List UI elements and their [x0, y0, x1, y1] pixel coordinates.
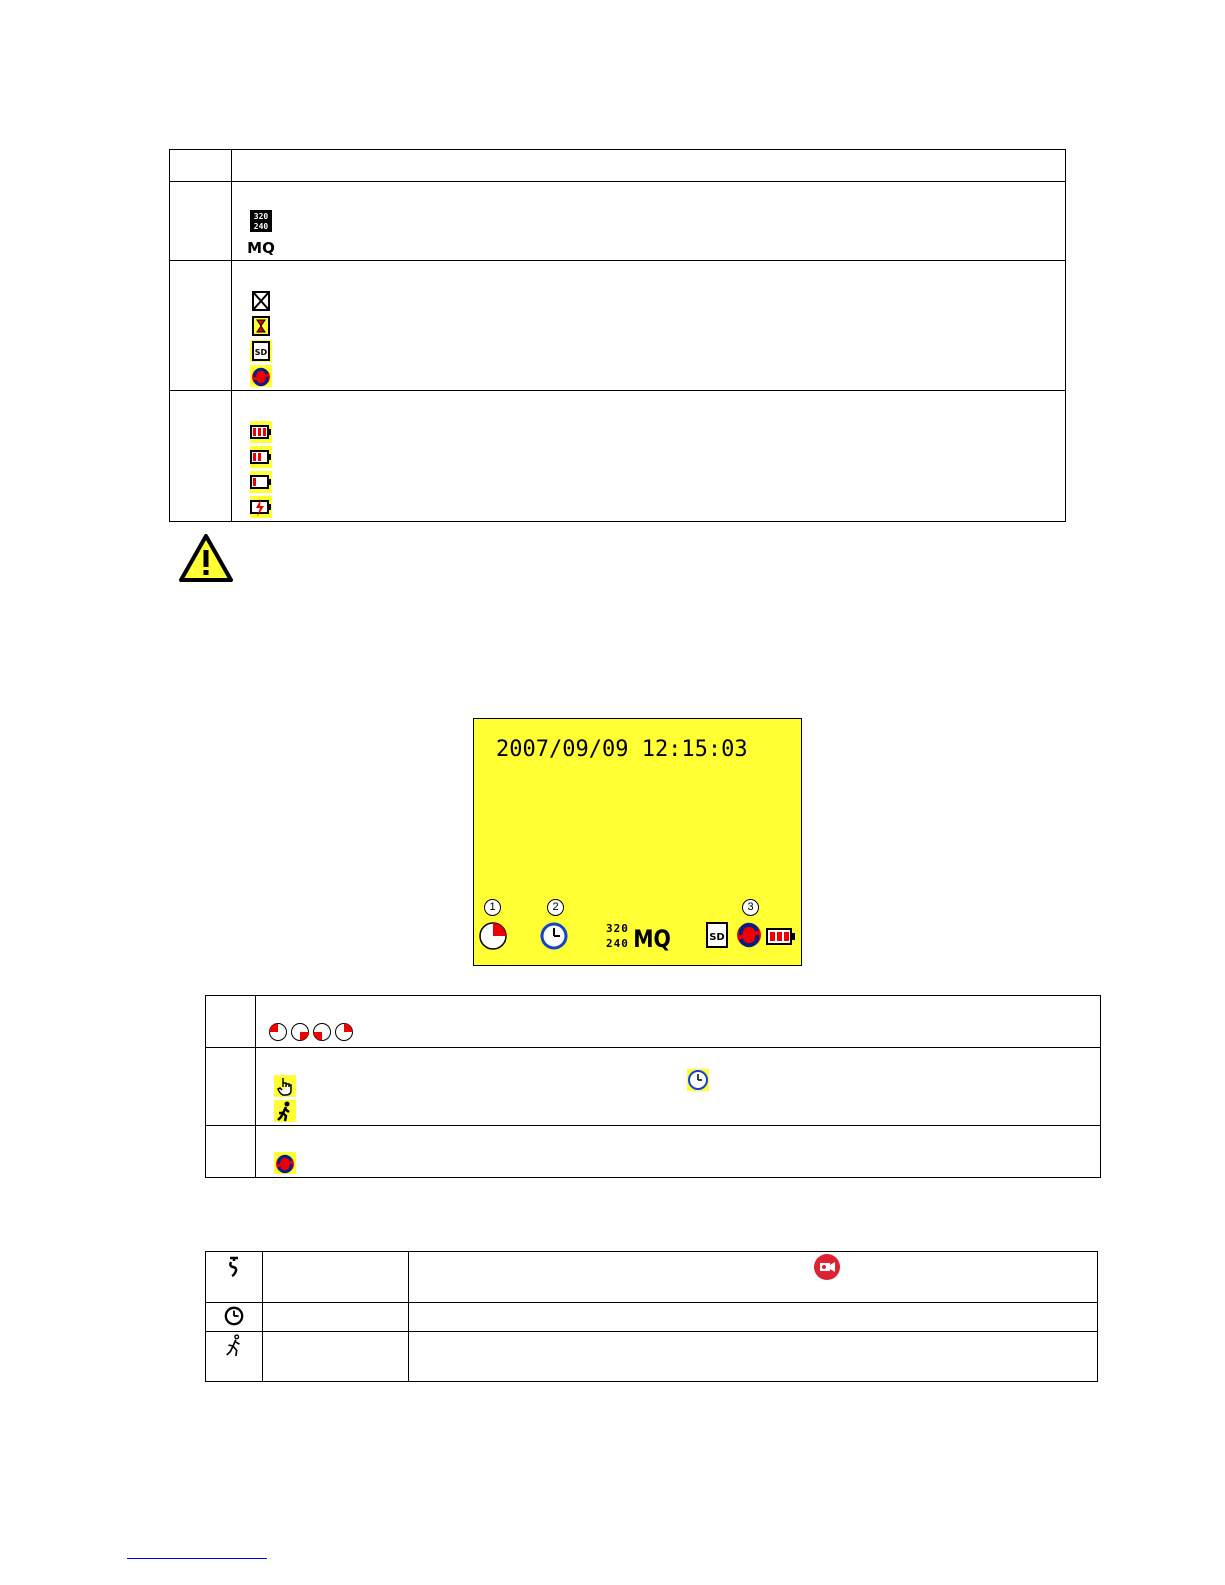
clock-icon — [539, 921, 569, 951]
callout-2: 2 — [547, 899, 564, 916]
lcd-res-bottom: 240 — [606, 937, 629, 950]
table-cell — [263, 1252, 409, 1303]
schedule-clock-icon — [224, 1306, 244, 1326]
table-cell — [170, 150, 232, 182]
resolution-320x240-icon — [250, 210, 272, 232]
lcd-datetime: 2007/09/09 12:15:03 — [496, 737, 748, 762]
sd-label: SD — [254, 348, 268, 357]
table-cell — [206, 1048, 256, 1126]
callout-1: 1 — [484, 899, 501, 916]
lcd-screen — [473, 718, 802, 966]
table-cell — [256, 1126, 1101, 1178]
lcd-legend-table — [205, 995, 1101, 1178]
overwrite-icon — [274, 1152, 296, 1174]
sd-card-icon — [250, 340, 272, 362]
lcd-sd-label: SD — [709, 932, 725, 943]
manual-hand-icon — [274, 1075, 296, 1097]
table-cell — [232, 150, 1066, 182]
pie-three-quarter-icon — [312, 1022, 332, 1042]
motion-detect-icon — [224, 1334, 244, 1358]
table-cell — [206, 1332, 263, 1382]
icon-legend-table-top — [169, 149, 1066, 522]
lcd-quality: MQ — [633, 925, 671, 954]
warning-icon — [178, 533, 234, 583]
manual-record-icon — [226, 1256, 242, 1278]
overwrite-icon — [250, 365, 272, 387]
clock-icon — [687, 1069, 709, 1091]
lcd-res-top: 320 — [606, 922, 629, 935]
table-cell — [232, 261, 1066, 391]
table-cell — [206, 1252, 263, 1303]
table-cell — [206, 1303, 263, 1332]
res-bottom-label: 240 — [253, 222, 269, 231]
table-cell — [263, 1303, 409, 1332]
table-cell — [170, 182, 232, 261]
table-cell — [263, 1332, 409, 1382]
battery-full-icon — [766, 926, 796, 946]
table-cell — [206, 1126, 256, 1178]
battery-medium-icon — [250, 446, 272, 468]
pie-half-icon — [290, 1022, 310, 1042]
pie-timer-icon — [478, 921, 508, 951]
table-cell — [232, 182, 1066, 261]
resolution-quality-indicator — [606, 921, 676, 954]
table-cell — [170, 261, 232, 391]
table-cell — [170, 391, 232, 522]
table-cell — [206, 996, 256, 1048]
table-cell — [256, 996, 1101, 1048]
battery-charging-icon — [250, 496, 272, 518]
record-button-icon — [813, 1253, 841, 1281]
res-top-label: 320 — [253, 212, 269, 221]
record-mode-table — [205, 1251, 1098, 1382]
table-cell — [409, 1332, 1098, 1382]
pie-quarter-icon — [268, 1022, 288, 1042]
battery-full-icon — [250, 421, 272, 443]
sd-card-busy-icon — [250, 315, 272, 337]
table-cell — [409, 1303, 1098, 1332]
overwrite-icon — [734, 919, 764, 949]
mq-label: MQ — [247, 239, 275, 257]
pie-full-icon — [334, 1022, 354, 1042]
table-cell — [232, 391, 1066, 522]
table-cell — [256, 1048, 1101, 1126]
table-cell — [409, 1252, 1098, 1303]
callout-3: 3 — [742, 899, 759, 916]
footnote-separator — [127, 1558, 267, 1559]
sd-card-icon — [705, 921, 729, 949]
no-sd-card-icon — [250, 290, 272, 312]
battery-low-icon — [250, 471, 272, 493]
quality-mq-icon — [247, 235, 275, 257]
motion-person-icon — [274, 1100, 296, 1122]
